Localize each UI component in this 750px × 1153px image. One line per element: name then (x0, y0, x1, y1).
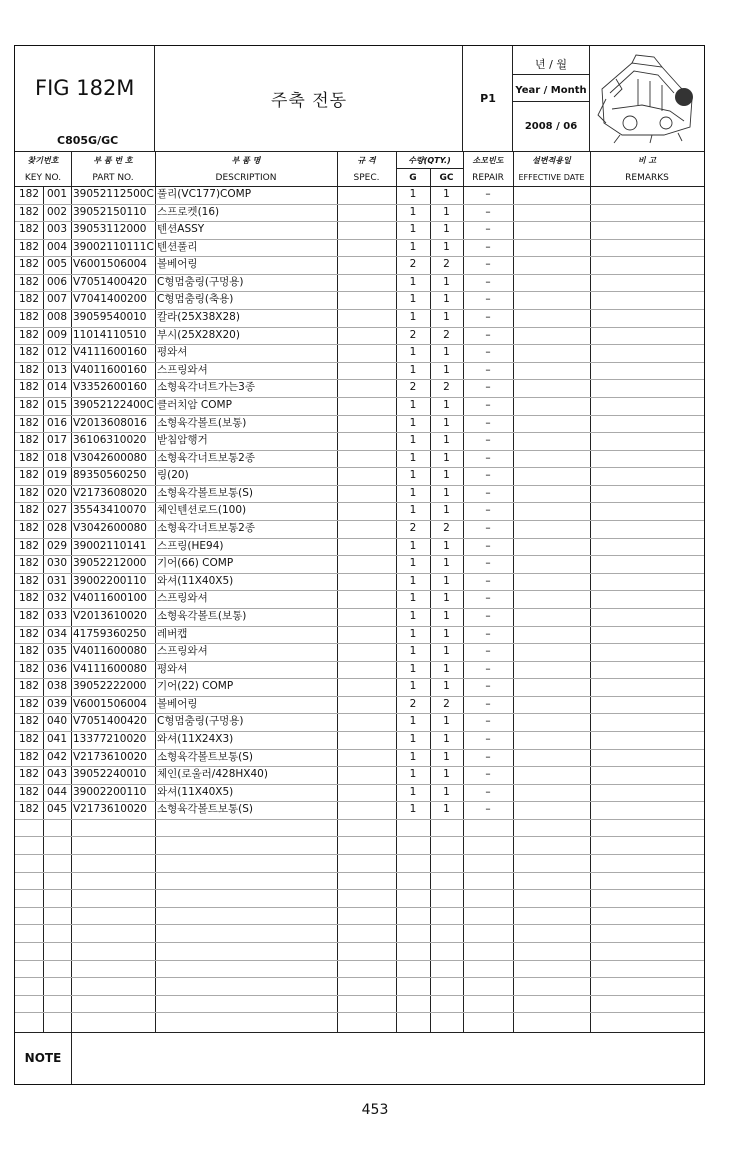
cell-repair: – (485, 522, 491, 535)
cell-part: 39002110141 (73, 539, 147, 552)
cell-key: 033 (46, 609, 68, 622)
cell-desc: 스프링와셔 (157, 592, 208, 605)
cell-part: 89350560250 (73, 469, 147, 482)
cell-desc: 와셔(11X40X5) (157, 785, 234, 798)
cell-key: 009 (46, 328, 68, 341)
cell-repair: – (485, 346, 491, 359)
cell-gc: 1 (443, 240, 450, 253)
cell-key: 012 (46, 346, 68, 359)
cell-g: 2 (409, 381, 417, 394)
cell-part: V3042600080 (73, 522, 147, 535)
cell-g: 1 (409, 398, 417, 411)
cell-key: 036 (46, 662, 68, 675)
cell-fig: 182 (18, 346, 40, 359)
cell-key: 043 (46, 768, 68, 781)
cell-gc: 1 (443, 715, 450, 728)
cell-desc: 기어(22) COMP (157, 680, 234, 693)
cell-desc: 와셔(11X40X5) (157, 574, 234, 587)
cell-repair: – (485, 205, 491, 218)
cell-key: 017 (46, 434, 68, 447)
cell-fig: 182 (18, 434, 40, 447)
cell-fig: 182 (18, 205, 40, 218)
cell-key: 019 (46, 469, 68, 482)
cell-gc: 2 (443, 522, 450, 535)
cell-repair: – (485, 697, 491, 710)
cell-repair: – (485, 680, 491, 693)
page-title: 주축 전동 (270, 91, 348, 111)
cell-part: V2013608016 (73, 416, 147, 429)
note-label: NOTE (24, 1051, 62, 1065)
cell-gc: 1 (443, 680, 450, 693)
cell-fig: 182 (18, 522, 40, 535)
note-field (72, 1033, 704, 1083)
cell-fig: 182 (18, 311, 40, 324)
cell-gc: 1 (443, 205, 450, 218)
col-desc-kr: 부 품 명 (231, 155, 261, 165)
col-spec-en: SPEC. (353, 172, 380, 183)
cell-key: 041 (46, 732, 68, 745)
cell-repair: – (485, 451, 491, 464)
cell-desc: 와셔(11X24X3) (157, 732, 234, 745)
cell-desc: 평와셔 (157, 662, 188, 675)
cell-fig: 182 (18, 574, 40, 587)
cell-desc: 소형육각너트보통2종 (157, 522, 255, 535)
cell-part: 36106310020 (73, 434, 147, 447)
cell-part: V7051400420 (73, 275, 147, 288)
cell-desc: 스프링와셔 (157, 363, 208, 376)
cell-g: 1 (409, 275, 417, 288)
col-desc-en: DESCRIPTION (215, 172, 277, 183)
cell-repair: – (485, 504, 491, 517)
cell-desc: 소형육각볼트보통(S) (157, 803, 254, 816)
cell-gc: 1 (443, 451, 450, 464)
cell-fig: 182 (18, 592, 40, 605)
cell-fig: 182 (18, 381, 40, 394)
parts-list-sheet (14, 45, 705, 1085)
cell-g: 1 (409, 311, 417, 324)
cell-g: 1 (409, 732, 417, 745)
cell-repair: – (485, 293, 491, 306)
cell-part: V2173610020 (73, 750, 147, 763)
cell-part: V4011600080 (73, 645, 147, 658)
cell-g: 1 (409, 363, 417, 376)
cell-g: 1 (409, 627, 417, 640)
revision-date: 2008 / 06 (524, 120, 578, 132)
cell-key: 013 (46, 363, 68, 376)
cell-fig: 182 (18, 486, 40, 499)
cell-gc: 1 (443, 750, 450, 763)
cell-key: 035 (46, 645, 68, 658)
cell-key: 016 (46, 416, 68, 429)
cell-part: 39052112500C (73, 188, 154, 200)
cell-part: V2173608020 (73, 486, 147, 499)
cell-gc: 1 (443, 557, 450, 570)
cell-fig: 182 (18, 785, 40, 798)
cell-part: 11014110510 (73, 328, 147, 341)
cell-fig: 182 (18, 732, 40, 745)
cell-g: 1 (409, 539, 417, 552)
cell-gc: 1 (443, 275, 450, 288)
cell-repair: – (485, 715, 491, 728)
cell-key: 008 (46, 311, 68, 324)
cell-g: 1 (409, 680, 417, 693)
cell-repair: – (485, 609, 491, 622)
cell-gc: 1 (443, 662, 450, 675)
cell-part: V3042600080 (73, 451, 147, 464)
cell-g: 2 (409, 258, 417, 271)
cell-part: V4011600160 (73, 363, 147, 376)
cell-repair: – (485, 785, 491, 798)
cell-desc: 텐션풀리 (157, 240, 198, 253)
cell-desc: 텐션ASSY (157, 223, 205, 236)
cell-gc: 1 (443, 486, 450, 499)
cell-key: 002 (46, 205, 68, 218)
cell-fig: 182 (18, 293, 40, 306)
cell-fig: 182 (18, 416, 40, 429)
cell-desc: 클러치암 COMP (157, 398, 232, 411)
cell-desc: 소형육각볼트(보통) (157, 416, 247, 429)
cell-fig: 182 (18, 539, 40, 552)
cell-gc: 1 (443, 645, 450, 658)
cell-gc: 1 (443, 609, 450, 622)
cell-g: 1 (409, 574, 417, 587)
cell-part: V7051400420 (73, 715, 147, 728)
cell-desc: 풀리(VC177)COMP (157, 188, 252, 200)
cell-g: 1 (409, 346, 417, 359)
year-month-en: Year / Month (515, 84, 587, 96)
cell-repair: – (485, 627, 491, 640)
cell-desc: C형멈춤링(구멍용) (157, 715, 244, 728)
cell-part: V3352600160 (73, 381, 147, 394)
year-month-kr: 년 / 월 (535, 58, 567, 71)
cell-key: 034 (46, 627, 68, 640)
cell-part: 39053112000 (73, 223, 147, 236)
cell-key: 032 (46, 592, 68, 605)
cell-desc: 스프링(HE94) (157, 539, 224, 552)
cell-part: 39052222000 (73, 680, 147, 693)
cell-fig: 182 (18, 768, 40, 781)
col-qty-gc: GC (439, 172, 454, 183)
cell-repair: – (485, 592, 491, 605)
cell-repair: – (485, 574, 491, 587)
cell-gc: 1 (443, 539, 450, 552)
cell-part: 35543410070 (73, 504, 147, 517)
cell-key: 018 (46, 451, 68, 464)
col-key-kr: 찾기번호 (27, 155, 59, 165)
cell-repair: – (485, 398, 491, 411)
cell-gc: 2 (443, 381, 450, 394)
cell-g: 2 (409, 522, 417, 535)
cell-g: 1 (409, 205, 417, 218)
cell-key: 040 (46, 715, 68, 728)
cell-fig: 182 (18, 240, 40, 253)
cell-repair: – (485, 486, 491, 499)
cell-g: 1 (409, 609, 417, 622)
cell-key: 042 (46, 750, 68, 763)
cell-part: 13377210020 (73, 732, 147, 745)
cell-gc: 1 (443, 627, 450, 640)
cell-part: 39052150110 (73, 205, 147, 218)
cell-desc: 소형육각볼트(보통) (157, 609, 247, 622)
cell-part: V4111600080 (73, 662, 147, 675)
cell-fig: 182 (18, 680, 40, 693)
cell-repair: – (485, 469, 491, 482)
cell-gc: 1 (443, 469, 450, 482)
cell-key: 014 (46, 381, 68, 394)
cell-g: 2 (409, 697, 417, 710)
cell-fig: 182 (18, 557, 40, 570)
cell-part: 39002200110 (73, 785, 147, 798)
cell-part: 41759360250 (73, 627, 147, 640)
cell-repair: – (485, 188, 491, 200)
cell-part: V6001506004 (73, 258, 147, 271)
col-remarks-kr: 비 고 (637, 155, 657, 165)
col-spec-kr: 규 격 (357, 155, 376, 165)
combine-illustration-icon (592, 49, 702, 147)
cell-gc: 1 (443, 574, 450, 587)
cell-desc: 체인(로울러/428HX40) (157, 768, 268, 781)
cell-fig: 182 (18, 803, 40, 816)
cell-part: V4011600100 (73, 592, 147, 605)
cell-desc: 평와셔 (157, 346, 188, 359)
cell-repair: – (485, 434, 491, 447)
cell-desc: 칼라(25X38X28) (157, 311, 240, 324)
cell-repair: – (485, 275, 491, 288)
cell-gc: 1 (443, 188, 450, 200)
cell-gc: 1 (443, 768, 450, 781)
cell-gc: 2 (443, 328, 450, 341)
cell-fig: 182 (18, 627, 40, 640)
col-part-en: PART NO. (92, 172, 134, 183)
cell-desc: 링(20) (157, 469, 189, 482)
model-label: C805G/GC (57, 134, 119, 147)
cell-part: 39052122400C (73, 398, 154, 411)
cell-part: V2013610020 (73, 609, 147, 622)
cell-fig: 182 (18, 398, 40, 411)
cell-gc: 1 (443, 785, 450, 798)
cell-gc: 1 (443, 592, 450, 605)
col-repair-en: REPAIR (472, 172, 504, 183)
col-qty-g: G (409, 172, 417, 183)
cell-key: 039 (46, 697, 68, 710)
cell-g: 1 (409, 451, 417, 464)
cell-fig: 182 (18, 662, 40, 675)
cell-repair: – (485, 732, 491, 745)
cell-g: 1 (409, 188, 417, 200)
cell-part: 39002110111C (73, 240, 154, 253)
cell-gc: 1 (443, 504, 450, 517)
cell-gc: 1 (443, 293, 450, 306)
cell-key: 038 (46, 680, 68, 693)
col-key-en: KEY NO. (24, 172, 62, 183)
cell-gc: 1 (443, 311, 450, 324)
cell-repair: – (485, 768, 491, 781)
cell-g: 1 (409, 557, 417, 570)
cell-g: 1 (409, 223, 417, 236)
cell-repair: – (485, 539, 491, 552)
col-eff-en: EFFECTIVE DATE (518, 173, 585, 182)
cell-fig: 182 (18, 715, 40, 728)
cell-desc: C형멈춤링(축용) (157, 293, 234, 306)
cell-gc: 1 (443, 416, 450, 429)
fig-number: FIG 182M (35, 76, 135, 100)
cell-key: 029 (46, 539, 68, 552)
cell-key: 015 (46, 398, 68, 411)
cell-fig: 182 (18, 451, 40, 464)
cell-fig: 182 (18, 609, 40, 622)
cell-gc: 1 (443, 434, 450, 447)
cell-g: 1 (409, 293, 417, 306)
cell-key: 003 (46, 223, 68, 236)
cell-desc: 기어(66) COMP (157, 557, 234, 570)
cell-g: 1 (409, 504, 417, 517)
col-part-kr: 부 품 번 호 (93, 155, 133, 165)
cell-part: V6001506004 (73, 697, 147, 710)
cell-g: 1 (409, 240, 417, 253)
cell-gc: 1 (443, 363, 450, 376)
cell-repair: – (485, 803, 491, 816)
cell-key: 045 (46, 803, 68, 816)
cell-key: 020 (46, 486, 68, 499)
cell-part: V7041400200 (73, 293, 147, 306)
cell-desc: 볼베어링 (157, 258, 198, 271)
cell-gc: 1 (443, 398, 450, 411)
cell-g: 2 (409, 328, 417, 341)
cell-repair: – (485, 240, 491, 253)
cell-repair: – (485, 750, 491, 763)
cell-repair: – (485, 416, 491, 429)
cell-part: 39052212000 (73, 557, 147, 570)
cell-g: 1 (409, 645, 417, 658)
cell-fig: 182 (18, 504, 40, 517)
cell-key: 028 (46, 522, 68, 535)
cell-desc: 스프로켓(16) (157, 205, 220, 218)
cell-desc: C형멈춤링(구멍용) (157, 275, 244, 288)
cell-part: V4111600160 (73, 346, 147, 359)
cell-desc: 소형육각너트보통2종 (157, 451, 255, 464)
cell-gc: 2 (443, 258, 450, 271)
cell-key: 004 (46, 240, 68, 253)
cell-key: 001 (46, 188, 68, 200)
cell-key: 007 (46, 293, 68, 306)
cell-fig: 182 (18, 188, 40, 200)
cell-part: V2173610020 (73, 803, 147, 816)
cell-key: 031 (46, 574, 68, 587)
cell-repair: – (485, 381, 491, 394)
cell-repair: – (485, 557, 491, 570)
cell-g: 1 (409, 416, 417, 429)
cell-fig: 182 (18, 750, 40, 763)
cell-gc: 1 (443, 803, 450, 816)
cell-desc: 소형육각볼트보통(S) (157, 750, 254, 763)
cell-desc: 소형육각볼트보통(S) (157, 486, 254, 499)
cell-part: 39059540010 (73, 311, 147, 324)
cell-g: 1 (409, 785, 417, 798)
col-remarks-en: REMARKS (625, 172, 669, 183)
cell-g: 1 (409, 592, 417, 605)
cell-g: 1 (409, 486, 417, 499)
cell-repair: – (485, 645, 491, 658)
col-qty-kr: 수량(QTY.) (408, 155, 451, 165)
cell-desc: 받침암행거 (157, 434, 208, 447)
cell-g: 1 (409, 715, 417, 728)
cell-repair: – (485, 662, 491, 675)
cell-desc: 부시(25X28X20) (157, 328, 240, 341)
cell-gc: 1 (443, 346, 450, 359)
page-number: 453 (361, 1102, 389, 1118)
cell-part: 39052240010 (73, 768, 147, 781)
cell-key: 005 (46, 258, 68, 271)
cell-g: 1 (409, 750, 417, 763)
cell-desc: 체인텐션로드(100) (157, 504, 247, 517)
cell-repair: – (485, 311, 491, 324)
cell-key: 044 (46, 785, 68, 798)
cell-fig: 182 (18, 328, 40, 341)
cell-g: 1 (409, 768, 417, 781)
cell-desc: 레버캡 (157, 627, 188, 640)
cell-repair: – (485, 363, 491, 376)
cell-fig: 182 (18, 363, 40, 376)
cell-g: 1 (409, 434, 417, 447)
cell-fig: 182 (18, 469, 40, 482)
page-code: P1 (480, 92, 496, 105)
cell-g: 1 (409, 803, 417, 816)
cell-gc: 1 (443, 732, 450, 745)
cell-gc: 2 (443, 697, 450, 710)
cell-desc: 소형육각너트가는3종 (157, 381, 255, 394)
cell-fig: 182 (18, 223, 40, 236)
cell-key: 027 (46, 504, 68, 517)
cell-fig: 182 (18, 645, 40, 658)
cell-repair: – (485, 223, 491, 236)
cell-desc: 스프링와셔 (157, 645, 208, 658)
cell-fig: 182 (18, 697, 40, 710)
cell-repair: – (485, 258, 491, 271)
col-eff-kr: 설변적용일 (532, 155, 571, 165)
cell-fig: 182 (18, 275, 40, 288)
cell-key: 030 (46, 557, 68, 570)
cell-gc: 1 (443, 223, 450, 236)
cell-key: 006 (46, 275, 68, 288)
cell-fig: 182 (18, 258, 40, 271)
cell-desc: 볼베어링 (157, 697, 198, 710)
cell-g: 1 (409, 662, 417, 675)
col-repair-kr: 소모빈도 (472, 155, 504, 165)
cell-part: 39002200110 (73, 574, 147, 587)
cell-repair: – (485, 328, 491, 341)
cell-g: 1 (409, 469, 417, 482)
